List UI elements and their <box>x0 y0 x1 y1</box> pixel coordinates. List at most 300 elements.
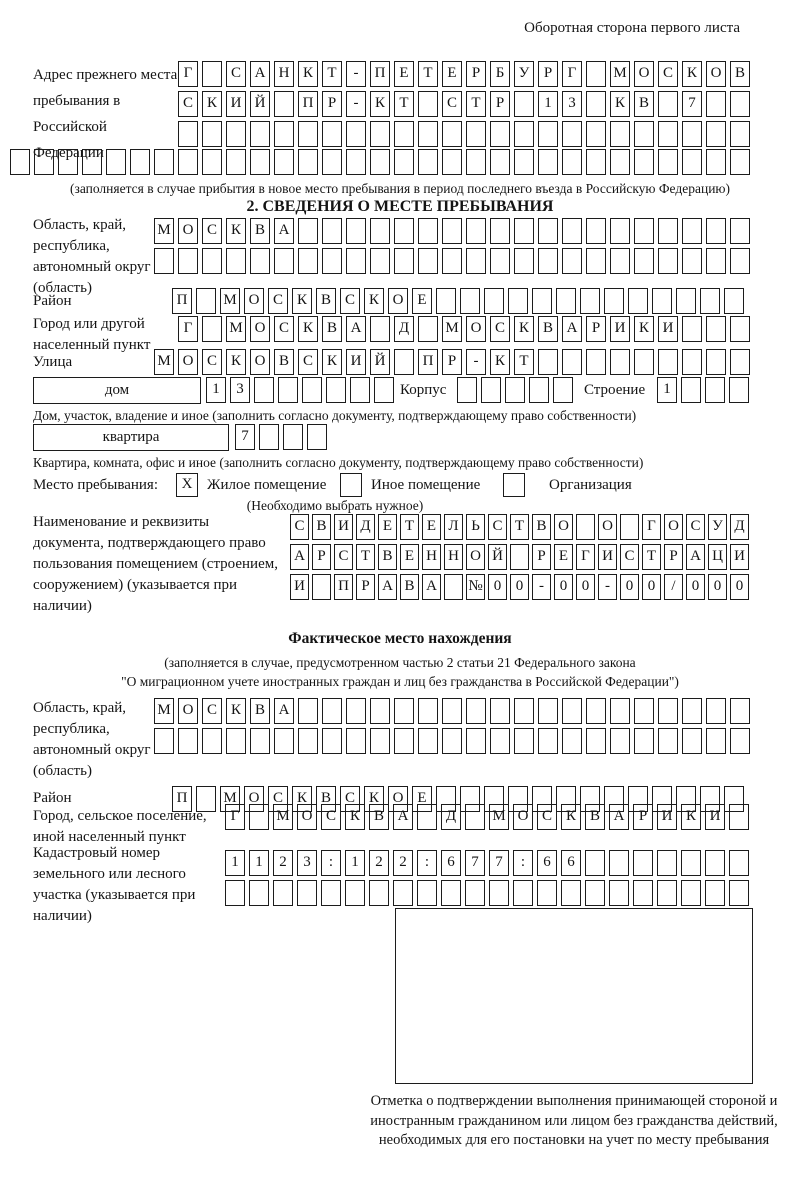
char-cell[interactable] <box>576 514 595 540</box>
stay-type-checkbox-other[interactable] <box>340 473 362 497</box>
char-cell[interactable]: В <box>538 316 558 342</box>
char-cell[interactable] <box>586 91 606 117</box>
char-cell[interactable]: - <box>532 574 551 600</box>
char-cell[interactable]: В <box>250 218 270 244</box>
char-cell[interactable]: С <box>202 698 222 724</box>
char-cell[interactable]: А <box>422 574 441 600</box>
char-cell[interactable] <box>514 91 534 117</box>
char-cell[interactable] <box>178 121 198 147</box>
char-cell[interactable] <box>250 149 270 175</box>
char-cell[interactable]: М <box>154 218 174 244</box>
char-cell[interactable] <box>562 728 582 754</box>
char-cell[interactable] <box>658 121 678 147</box>
char-cell[interactable]: К <box>514 316 534 342</box>
char-cell[interactable] <box>466 698 486 724</box>
char-cell[interactable]: В <box>378 544 397 570</box>
char-cell[interactable] <box>514 218 534 244</box>
char-cell[interactable]: К <box>561 804 581 830</box>
char-cell[interactable] <box>394 349 414 375</box>
char-cell[interactable]: Д <box>356 514 375 540</box>
char-cell[interactable] <box>457 377 477 403</box>
char-cell[interactable] <box>657 880 677 906</box>
char-cell[interactable]: М <box>273 804 293 830</box>
char-cell[interactable] <box>307 424 327 450</box>
char-cell[interactable]: М <box>220 786 240 812</box>
char-cell[interactable]: 7 <box>465 850 485 876</box>
char-cell[interactable]: У <box>514 61 534 87</box>
char-cell[interactable]: 1 <box>225 850 245 876</box>
char-cell[interactable]: В <box>322 316 342 342</box>
char-cell[interactable]: К <box>322 349 342 375</box>
char-cell[interactable]: М <box>610 61 630 87</box>
char-cell[interactable] <box>226 121 246 147</box>
char-cell[interactable]: С <box>226 61 246 87</box>
char-cell[interactable] <box>724 288 744 314</box>
char-cell[interactable] <box>322 698 342 724</box>
char-cell[interactable] <box>178 248 198 274</box>
char-cell[interactable]: П <box>298 91 318 117</box>
char-cell[interactable]: 0 <box>708 574 727 600</box>
char-cell[interactable] <box>418 248 438 274</box>
char-cell[interactable]: Т <box>510 514 529 540</box>
char-cell[interactable]: Е <box>554 544 573 570</box>
char-cell[interactable] <box>580 288 600 314</box>
char-cell[interactable]: 1 <box>206 377 226 403</box>
char-cell[interactable] <box>442 728 462 754</box>
char-cell[interactable] <box>730 91 750 117</box>
char-cell[interactable]: О <box>706 61 726 87</box>
char-cell[interactable]: К <box>364 288 384 314</box>
char-cell[interactable]: С <box>442 91 462 117</box>
char-cell[interactable]: И <box>730 544 749 570</box>
char-cell[interactable] <box>586 121 606 147</box>
char-cell[interactable]: К <box>370 91 390 117</box>
char-cell[interactable] <box>604 288 624 314</box>
char-cell[interactable] <box>538 121 558 147</box>
char-cell[interactable] <box>322 218 342 244</box>
char-cell[interactable]: Й <box>250 91 270 117</box>
char-cell[interactable] <box>682 349 702 375</box>
char-cell[interactable]: С <box>268 288 288 314</box>
char-cell[interactable] <box>466 121 486 147</box>
char-cell[interactable] <box>250 121 270 147</box>
char-cell[interactable] <box>562 218 582 244</box>
char-cell[interactable] <box>585 850 605 876</box>
char-cell[interactable]: М <box>442 316 462 342</box>
char-cell[interactable] <box>729 804 749 830</box>
char-cell[interactable]: П <box>172 288 192 314</box>
char-cell[interactable] <box>370 149 390 175</box>
char-cell[interactable] <box>460 288 480 314</box>
char-cell[interactable] <box>322 728 342 754</box>
char-cell[interactable] <box>682 218 702 244</box>
char-cell[interactable]: Ц <box>708 544 727 570</box>
char-cell[interactable] <box>394 149 414 175</box>
char-cell[interactable]: Р <box>633 804 653 830</box>
char-cell[interactable] <box>538 149 558 175</box>
char-cell[interactable]: В <box>312 514 331 540</box>
char-cell[interactable]: А <box>609 804 629 830</box>
char-cell[interactable] <box>441 880 461 906</box>
char-cell[interactable]: И <box>657 804 677 830</box>
char-cell[interactable] <box>553 377 573 403</box>
char-cell[interactable] <box>514 121 534 147</box>
char-cell[interactable] <box>562 349 582 375</box>
char-cell[interactable] <box>730 698 750 724</box>
char-cell[interactable] <box>418 218 438 244</box>
char-cell[interactable]: О <box>178 218 198 244</box>
char-cell[interactable] <box>514 698 534 724</box>
char-cell[interactable]: : <box>513 850 533 876</box>
char-cell[interactable]: : <box>417 850 437 876</box>
char-cell[interactable] <box>562 121 582 147</box>
char-cell[interactable] <box>706 121 726 147</box>
char-cell[interactable]: 2 <box>369 850 389 876</box>
char-cell[interactable] <box>513 880 533 906</box>
char-cell[interactable] <box>202 316 222 342</box>
char-cell[interactable] <box>706 316 726 342</box>
char-cell[interactable]: А <box>378 574 397 600</box>
char-cell[interactable] <box>681 377 701 403</box>
char-cell[interactable]: Д <box>441 804 461 830</box>
char-cell[interactable] <box>510 544 529 570</box>
char-cell[interactable]: Р <box>312 544 331 570</box>
char-cell[interactable] <box>465 880 485 906</box>
char-cell[interactable] <box>274 248 294 274</box>
char-cell[interactable]: 0 <box>642 574 661 600</box>
char-cell[interactable] <box>394 121 414 147</box>
char-cell[interactable] <box>538 349 558 375</box>
char-cell[interactable] <box>652 288 672 314</box>
char-cell[interactable] <box>442 248 462 274</box>
char-cell[interactable] <box>298 218 318 244</box>
char-cell[interactable]: 0 <box>620 574 639 600</box>
char-cell[interactable] <box>298 248 318 274</box>
char-cell[interactable] <box>34 149 54 175</box>
char-cell[interactable]: С <box>290 514 309 540</box>
char-cell[interactable] <box>481 377 501 403</box>
char-cell[interactable]: Н <box>444 544 463 570</box>
char-cell[interactable]: 1 <box>249 850 269 876</box>
char-cell[interactable] <box>561 880 581 906</box>
char-cell[interactable] <box>489 880 509 906</box>
stay-type-checkbox-residential[interactable]: X <box>176 473 198 497</box>
char-cell[interactable] <box>350 377 370 403</box>
char-cell[interactable]: К <box>610 91 630 117</box>
char-cell[interactable] <box>202 149 222 175</box>
char-cell[interactable]: Е <box>400 544 419 570</box>
char-cell[interactable] <box>538 218 558 244</box>
char-cell[interactable] <box>490 149 510 175</box>
char-cell[interactable] <box>620 514 639 540</box>
char-cell[interactable]: Т <box>356 544 375 570</box>
char-cell[interactable] <box>610 218 630 244</box>
char-cell[interactable] <box>346 728 366 754</box>
char-cell[interactable] <box>730 728 750 754</box>
char-cell[interactable] <box>658 91 678 117</box>
char-cell[interactable] <box>586 149 606 175</box>
char-cell[interactable]: И <box>334 514 353 540</box>
char-cell[interactable]: П <box>418 349 438 375</box>
char-cell[interactable] <box>610 149 630 175</box>
char-cell[interactable] <box>82 149 102 175</box>
char-cell[interactable]: П <box>334 574 353 600</box>
char-cell[interactable] <box>346 149 366 175</box>
char-cell[interactable] <box>418 316 438 342</box>
char-cell[interactable]: С <box>488 514 507 540</box>
char-cell[interactable] <box>442 218 462 244</box>
char-cell[interactable]: В <box>316 786 336 812</box>
char-cell[interactable]: У <box>708 514 727 540</box>
char-cell[interactable]: Т <box>642 544 661 570</box>
char-cell[interactable]: Г <box>562 61 582 87</box>
char-cell[interactable]: Л <box>444 514 463 540</box>
char-cell[interactable]: Е <box>412 786 432 812</box>
char-cell[interactable] <box>312 574 331 600</box>
char-cell[interactable] <box>705 880 725 906</box>
char-cell[interactable]: 6 <box>537 850 557 876</box>
char-cell[interactable] <box>302 377 322 403</box>
char-cell[interactable]: Р <box>586 316 606 342</box>
char-cell[interactable] <box>466 149 486 175</box>
char-cell[interactable] <box>681 850 701 876</box>
char-cell[interactable] <box>706 149 726 175</box>
char-cell[interactable]: Р <box>442 349 462 375</box>
char-cell[interactable]: 2 <box>393 850 413 876</box>
char-cell[interactable] <box>394 248 414 274</box>
char-cell[interactable]: Г <box>178 316 198 342</box>
char-cell[interactable] <box>634 121 654 147</box>
char-cell[interactable] <box>628 288 648 314</box>
char-cell[interactable] <box>226 248 246 274</box>
char-cell[interactable] <box>322 121 342 147</box>
char-cell[interactable] <box>682 149 702 175</box>
char-cell[interactable] <box>250 248 270 274</box>
char-cell[interactable]: Р <box>356 574 375 600</box>
char-cell[interactable] <box>436 288 456 314</box>
char-cell[interactable]: А <box>274 218 294 244</box>
char-cell[interactable] <box>514 248 534 274</box>
char-cell[interactable]: К <box>292 288 312 314</box>
char-cell[interactable] <box>706 248 726 274</box>
char-cell[interactable]: О <box>554 514 573 540</box>
char-cell[interactable] <box>370 248 390 274</box>
char-cell[interactable]: К <box>345 804 365 830</box>
char-cell[interactable]: О <box>244 288 264 314</box>
char-cell[interactable]: С <box>268 786 288 812</box>
char-cell[interactable] <box>634 248 654 274</box>
char-cell[interactable] <box>374 377 394 403</box>
char-cell[interactable]: 0 <box>730 574 749 600</box>
char-cell[interactable]: - <box>346 91 366 117</box>
char-cell[interactable]: Т <box>400 514 419 540</box>
char-cell[interactable]: Б <box>490 61 510 87</box>
char-cell[interactable] <box>370 316 390 342</box>
char-cell[interactable] <box>202 121 222 147</box>
char-cell[interactable] <box>634 218 654 244</box>
char-cell[interactable] <box>634 349 654 375</box>
char-cell[interactable]: О <box>466 316 486 342</box>
char-cell[interactable]: С <box>178 91 198 117</box>
char-cell[interactable] <box>202 61 222 87</box>
char-cell[interactable]: К <box>298 61 318 87</box>
char-cell[interactable] <box>106 149 126 175</box>
char-cell[interactable]: Р <box>466 61 486 87</box>
char-cell[interactable]: С <box>537 804 557 830</box>
char-cell[interactable] <box>202 248 222 274</box>
char-cell[interactable] <box>250 728 270 754</box>
char-cell[interactable] <box>274 121 294 147</box>
char-cell[interactable] <box>658 728 678 754</box>
char-cell[interactable]: О <box>388 288 408 314</box>
char-cell[interactable] <box>610 728 630 754</box>
char-cell[interactable] <box>586 248 606 274</box>
char-cell[interactable]: К <box>292 786 312 812</box>
char-cell[interactable] <box>586 349 606 375</box>
char-cell[interactable]: Г <box>225 804 245 830</box>
char-cell[interactable]: В <box>400 574 419 600</box>
char-cell[interactable]: К <box>364 786 384 812</box>
char-cell[interactable] <box>444 574 463 600</box>
char-cell[interactable]: Е <box>394 61 414 87</box>
char-cell[interactable]: А <box>274 698 294 724</box>
char-cell[interactable] <box>508 288 528 314</box>
char-cell[interactable] <box>634 728 654 754</box>
char-cell[interactable]: В <box>369 804 389 830</box>
char-cell[interactable] <box>585 880 605 906</box>
char-cell[interactable] <box>706 728 726 754</box>
char-cell[interactable]: С <box>202 349 222 375</box>
char-cell[interactable] <box>586 61 606 87</box>
char-cell[interactable] <box>465 804 485 830</box>
char-cell[interactable] <box>658 248 678 274</box>
char-cell[interactable] <box>394 728 414 754</box>
char-cell[interactable] <box>417 880 437 906</box>
char-cell[interactable]: 0 <box>576 574 595 600</box>
char-cell[interactable]: А <box>250 61 270 87</box>
char-cell[interactable] <box>370 218 390 244</box>
char-cell[interactable] <box>730 149 750 175</box>
char-cell[interactable] <box>514 149 534 175</box>
char-cell[interactable] <box>369 880 389 906</box>
char-cell[interactable]: О <box>178 349 198 375</box>
char-cell[interactable]: П <box>172 786 192 812</box>
char-cell[interactable]: С <box>321 804 341 830</box>
char-cell[interactable]: Н <box>274 61 294 87</box>
char-cell[interactable] <box>226 728 246 754</box>
char-cell[interactable]: О <box>388 786 408 812</box>
char-cell[interactable] <box>706 218 726 244</box>
char-cell[interactable] <box>682 121 702 147</box>
char-cell[interactable] <box>537 880 557 906</box>
char-cell[interactable]: 0 <box>510 574 529 600</box>
char-cell[interactable]: В <box>730 61 750 87</box>
char-cell[interactable] <box>490 248 510 274</box>
char-cell[interactable] <box>394 218 414 244</box>
char-cell[interactable] <box>249 804 269 830</box>
char-cell[interactable]: Р <box>664 544 683 570</box>
char-cell[interactable] <box>730 121 750 147</box>
char-cell[interactable] <box>562 149 582 175</box>
char-cell[interactable] <box>58 149 78 175</box>
char-cell[interactable] <box>274 91 294 117</box>
char-cell[interactable]: 6 <box>441 850 461 876</box>
char-cell[interactable]: С <box>340 288 360 314</box>
char-cell[interactable]: Й <box>488 544 507 570</box>
char-cell[interactable] <box>658 218 678 244</box>
char-cell[interactable] <box>322 149 342 175</box>
char-cell[interactable] <box>298 149 318 175</box>
char-cell[interactable] <box>226 149 246 175</box>
char-cell[interactable] <box>442 149 462 175</box>
char-cell[interactable] <box>562 248 582 274</box>
char-cell[interactable] <box>442 121 462 147</box>
char-cell[interactable]: Е <box>412 288 432 314</box>
char-cell[interactable]: С <box>274 316 294 342</box>
char-cell[interactable] <box>634 149 654 175</box>
char-cell[interactable] <box>418 728 438 754</box>
char-cell[interactable]: Р <box>538 61 558 87</box>
char-cell[interactable]: Ь <box>466 514 485 540</box>
char-cell[interactable]: С <box>334 544 353 570</box>
char-cell[interactable] <box>154 248 174 274</box>
char-cell[interactable] <box>196 288 216 314</box>
char-cell[interactable]: К <box>226 698 246 724</box>
char-cell[interactable]: С <box>620 544 639 570</box>
char-cell[interactable]: О <box>598 514 617 540</box>
char-cell[interactable] <box>418 149 438 175</box>
char-cell[interactable]: Т <box>418 61 438 87</box>
char-cell[interactable]: 0 <box>488 574 507 600</box>
char-cell[interactable] <box>370 121 390 147</box>
char-cell[interactable] <box>706 698 726 724</box>
char-cell[interactable] <box>730 349 750 375</box>
char-cell[interactable]: В <box>316 288 336 314</box>
char-cell[interactable] <box>418 121 438 147</box>
char-cell[interactable]: Й <box>370 349 390 375</box>
char-cell[interactable]: О <box>634 61 654 87</box>
char-cell[interactable]: Т <box>394 91 414 117</box>
char-cell[interactable] <box>505 377 525 403</box>
char-cell[interactable] <box>484 288 504 314</box>
char-cell[interactable] <box>586 698 606 724</box>
char-cell[interactable] <box>249 880 269 906</box>
char-cell[interactable]: И <box>226 91 246 117</box>
char-cell[interactable]: Е <box>442 61 462 87</box>
char-cell[interactable] <box>610 248 630 274</box>
char-cell[interactable] <box>298 121 318 147</box>
char-cell[interactable] <box>202 728 222 754</box>
char-cell[interactable]: С <box>202 218 222 244</box>
char-cell[interactable] <box>283 424 303 450</box>
char-cell[interactable]: В <box>532 514 551 540</box>
char-cell[interactable]: Е <box>422 514 441 540</box>
char-cell[interactable]: Р <box>322 91 342 117</box>
char-cell[interactable] <box>700 288 720 314</box>
char-cell[interactable]: К <box>634 316 654 342</box>
char-cell[interactable]: Е <box>378 514 397 540</box>
char-cell[interactable]: А <box>346 316 366 342</box>
char-cell[interactable]: К <box>682 61 702 87</box>
char-cell[interactable]: М <box>220 288 240 314</box>
char-cell[interactable]: 7 <box>235 424 255 450</box>
char-cell[interactable] <box>633 850 653 876</box>
char-cell[interactable] <box>490 728 510 754</box>
char-cell[interactable] <box>634 698 654 724</box>
char-cell[interactable] <box>346 248 366 274</box>
char-cell[interactable] <box>322 248 342 274</box>
char-cell[interactable] <box>682 698 702 724</box>
